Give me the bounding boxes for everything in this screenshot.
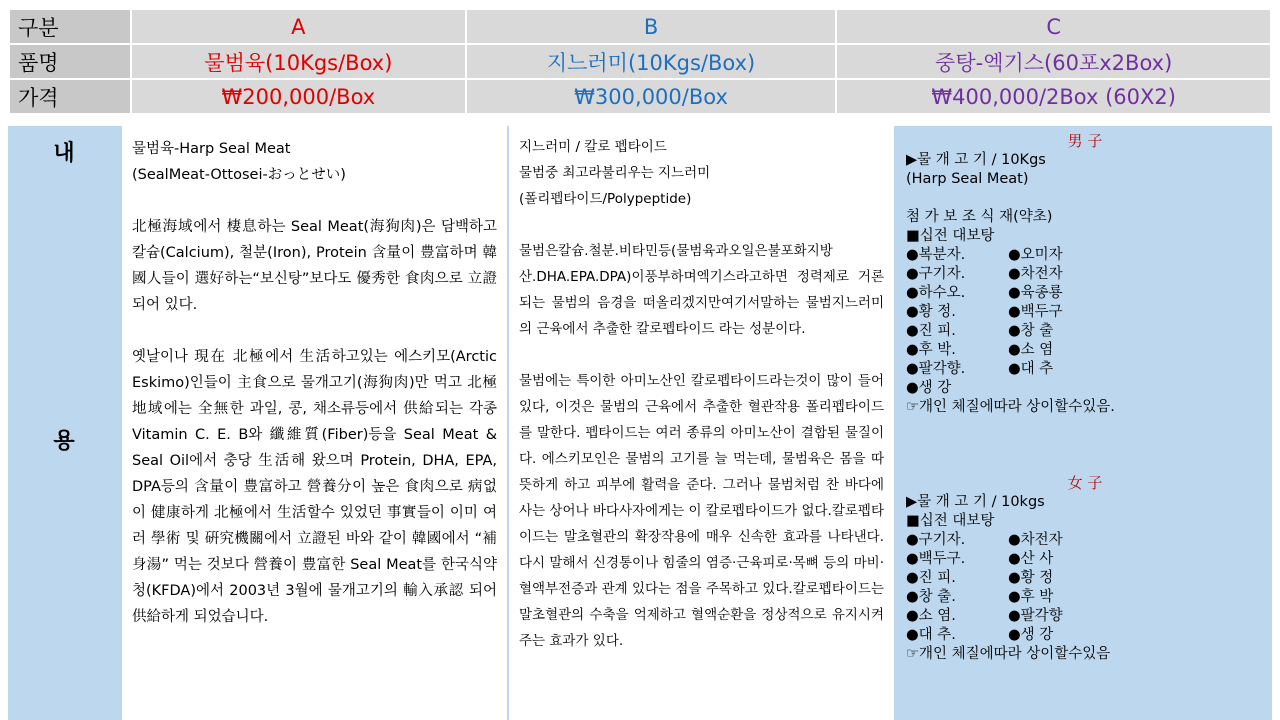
- list-item: ●진 피. ●창 출: [906, 323, 1054, 339]
- row-header-category: 구분: [10, 10, 130, 43]
- product-a-price: ₩200,000/Box: [132, 80, 465, 113]
- table-row: [10, 80, 1270, 113]
- list-item: ●생 강: [906, 380, 952, 396]
- product-b-line-3: (폴리펩타이드/Polypeptide): [519, 191, 692, 207]
- product-b-paragraph-1: 물범은칼슘.철분.비타민등(물범육과오일은불포화지방산.DHA.EPA.DPA)이풍부하며엑기스라고하면 정력제로 거론되는 물범의 음경을 떠올리겠지만여기서말하는 물범지느러미의 근육에서 추출한 칼로펩타이드 라는 성분이다.: [519, 243, 884, 337]
- product-a-paragraph-1: 北極海域에서 棲息하는 Seal Meat(海狗肉)은 담백하고 칼슘(Calcium), 철분(Iron), Protein 含量이 豊富하며 韓國人들이 選好하는“보신탕”보다도 優秀한 食肉으로 立證되어 있다.: [132, 219, 497, 313]
- row-header-product: 품명: [10, 45, 130, 78]
- content-label-top: 내: [53, 141, 75, 166]
- list-item: ●구기자. ●차전자: [906, 532, 1063, 548]
- list-item: ●황 정. ●백두구: [906, 304, 1063, 320]
- table-row: [10, 10, 1270, 43]
- female-herbs-sub: ■십전 대보탕: [906, 513, 995, 529]
- list-item: ●소 염. ●팔각향: [906, 608, 1063, 624]
- male-herbs-sub: ■십전 대보탕: [906, 228, 995, 244]
- column-c-header: C: [837, 10, 1270, 43]
- list-item: ●하수오. ●육종룡: [906, 285, 1063, 301]
- male-herbs-title: 첨 가 보 조 식 재(약초): [906, 209, 1053, 225]
- list-item: ●대 추. ●생 강: [906, 627, 1054, 643]
- product-b-line-1: 지느러미 / 칼로 펩타이드: [519, 139, 667, 155]
- column-b-header: B: [467, 10, 836, 43]
- product-b-line-2: 물범중 최고라불리우는 지느러미: [519, 165, 711, 181]
- list-item: ●백두구. ●산 사: [906, 551, 1054, 567]
- product-b-name: 지느러미(10Kgs/Box): [467, 45, 836, 78]
- list-item: ●창 출. ●후 박: [906, 589, 1054, 605]
- product-a-paragraph-2: 옛날이나 現在 北極에서 生活하고있는 에스키모(Arctic Eskimo)인들이 主食으로 물개고기(海狗肉)만 먹고 北極地域에는 全無한 과일, 콩, 채소류등에서 供給되는 각종 Vitamin C. E. B와 纖維質(Fiber)등을 Seal Meat & Seal Oil에서 충당 生活해 왔으며 Protein, DHA, EPA, DPA등의 含量이 豊富하고 營養分이 높은 食肉으로 病없이 健康하게 北極에서 生活할수 있었던 事實들이 이미 여러 學術 및 硏究機關에서 立證된 바와 같이 韓國에서 “補身湯” 먹는 것보다 營養이 豊富한 Seal Meat를 한국식약청(KFDA)에서 2003년 3월에 물개고기의 輸入承認 되어 供給하게 되었습니다.: [132, 349, 497, 625]
- product-c-description: [896, 126, 1272, 720]
- female-line-1: ▶물 개 고 기 / 10kgs: [906, 494, 1045, 510]
- list-item: ●팔각향. ●대 추: [906, 361, 1054, 377]
- product-b-paragraph-2: 물범에는 특이한 아미노산인 칼로펩타이드라는것이 많이 들어 있다, 이것은 물범의 근육에서 추출한 혈관작용 폴리펩타이드를 말한다. 펩타이드는 여러 종류의 아미노산이 결합된 물질이다. 에스키모인은 물범의 고기를 늘 먹는데, 물범육은 몸을 따뜻하게 하고 피부에 활력을 준다. 그러나 물범처럼 찬 바다에 사는 상어나 바다사자에게는 이 칼로펩타이드가 없다.칼로펩타이드는 말초혈관의 확장작용에 매우 신속한 효과를 나타낸다. 다시 말해서 신경통이나 힘줄의 염증·근육피로·목뼈 등의 마비·혈액부전증과 관계 있다는 점을 주목하고 있다.칼로펩타이드는 말초혈관의 수축을 억제하고 혈액순환을 정상적으로 유지시켜 주는 효과가 있다.: [519, 373, 884, 649]
- product-b-description: [509, 126, 894, 720]
- male-note: ☞개인 체질에따라 상이할수있음.: [906, 399, 1115, 415]
- male-herb-list: [906, 246, 1264, 398]
- product-a-title: 물범육-Harp Seal Meat: [132, 141, 291, 157]
- content-section: [8, 126, 1272, 720]
- list-item: ●구기자. ●차전자: [906, 266, 1063, 282]
- column-a-header: A: [132, 10, 465, 43]
- product-a-description: [122, 126, 507, 720]
- product-c-name: 중탕-엑기스(60포x2Box): [837, 45, 1270, 78]
- male-line-1: ▶물 개 고 기 / 10Kgs: [906, 152, 1046, 168]
- male-title: 男 子: [1067, 132, 1103, 150]
- product-comparison-table: [8, 8, 1272, 115]
- table-row: [10, 45, 1270, 78]
- row-header-price: 가격: [10, 80, 130, 113]
- female-title: 女 子: [1067, 474, 1103, 492]
- product-c-price: ₩400,000/2Box (60X2): [837, 80, 1270, 113]
- list-item: ●진 피. ●황 정: [906, 570, 1054, 586]
- female-note: ☞개인 체질에따라 상이할수있음: [906, 646, 1111, 662]
- male-line-2: (Harp Seal Meat): [906, 171, 1029, 187]
- female-herb-list: [906, 531, 1264, 645]
- content-label-bottom: 용: [53, 429, 75, 454]
- list-item: ●후 박. ●소 염: [906, 342, 1054, 358]
- product-a-subtitle: (SealMeat-Ottosei-おっとせい): [132, 167, 346, 183]
- product-a-name: 물범육(10Kgs/Box): [132, 45, 465, 78]
- list-item: ●복분자. ●오미자: [906, 247, 1063, 263]
- product-b-price: ₩300,000/Box: [467, 80, 836, 113]
